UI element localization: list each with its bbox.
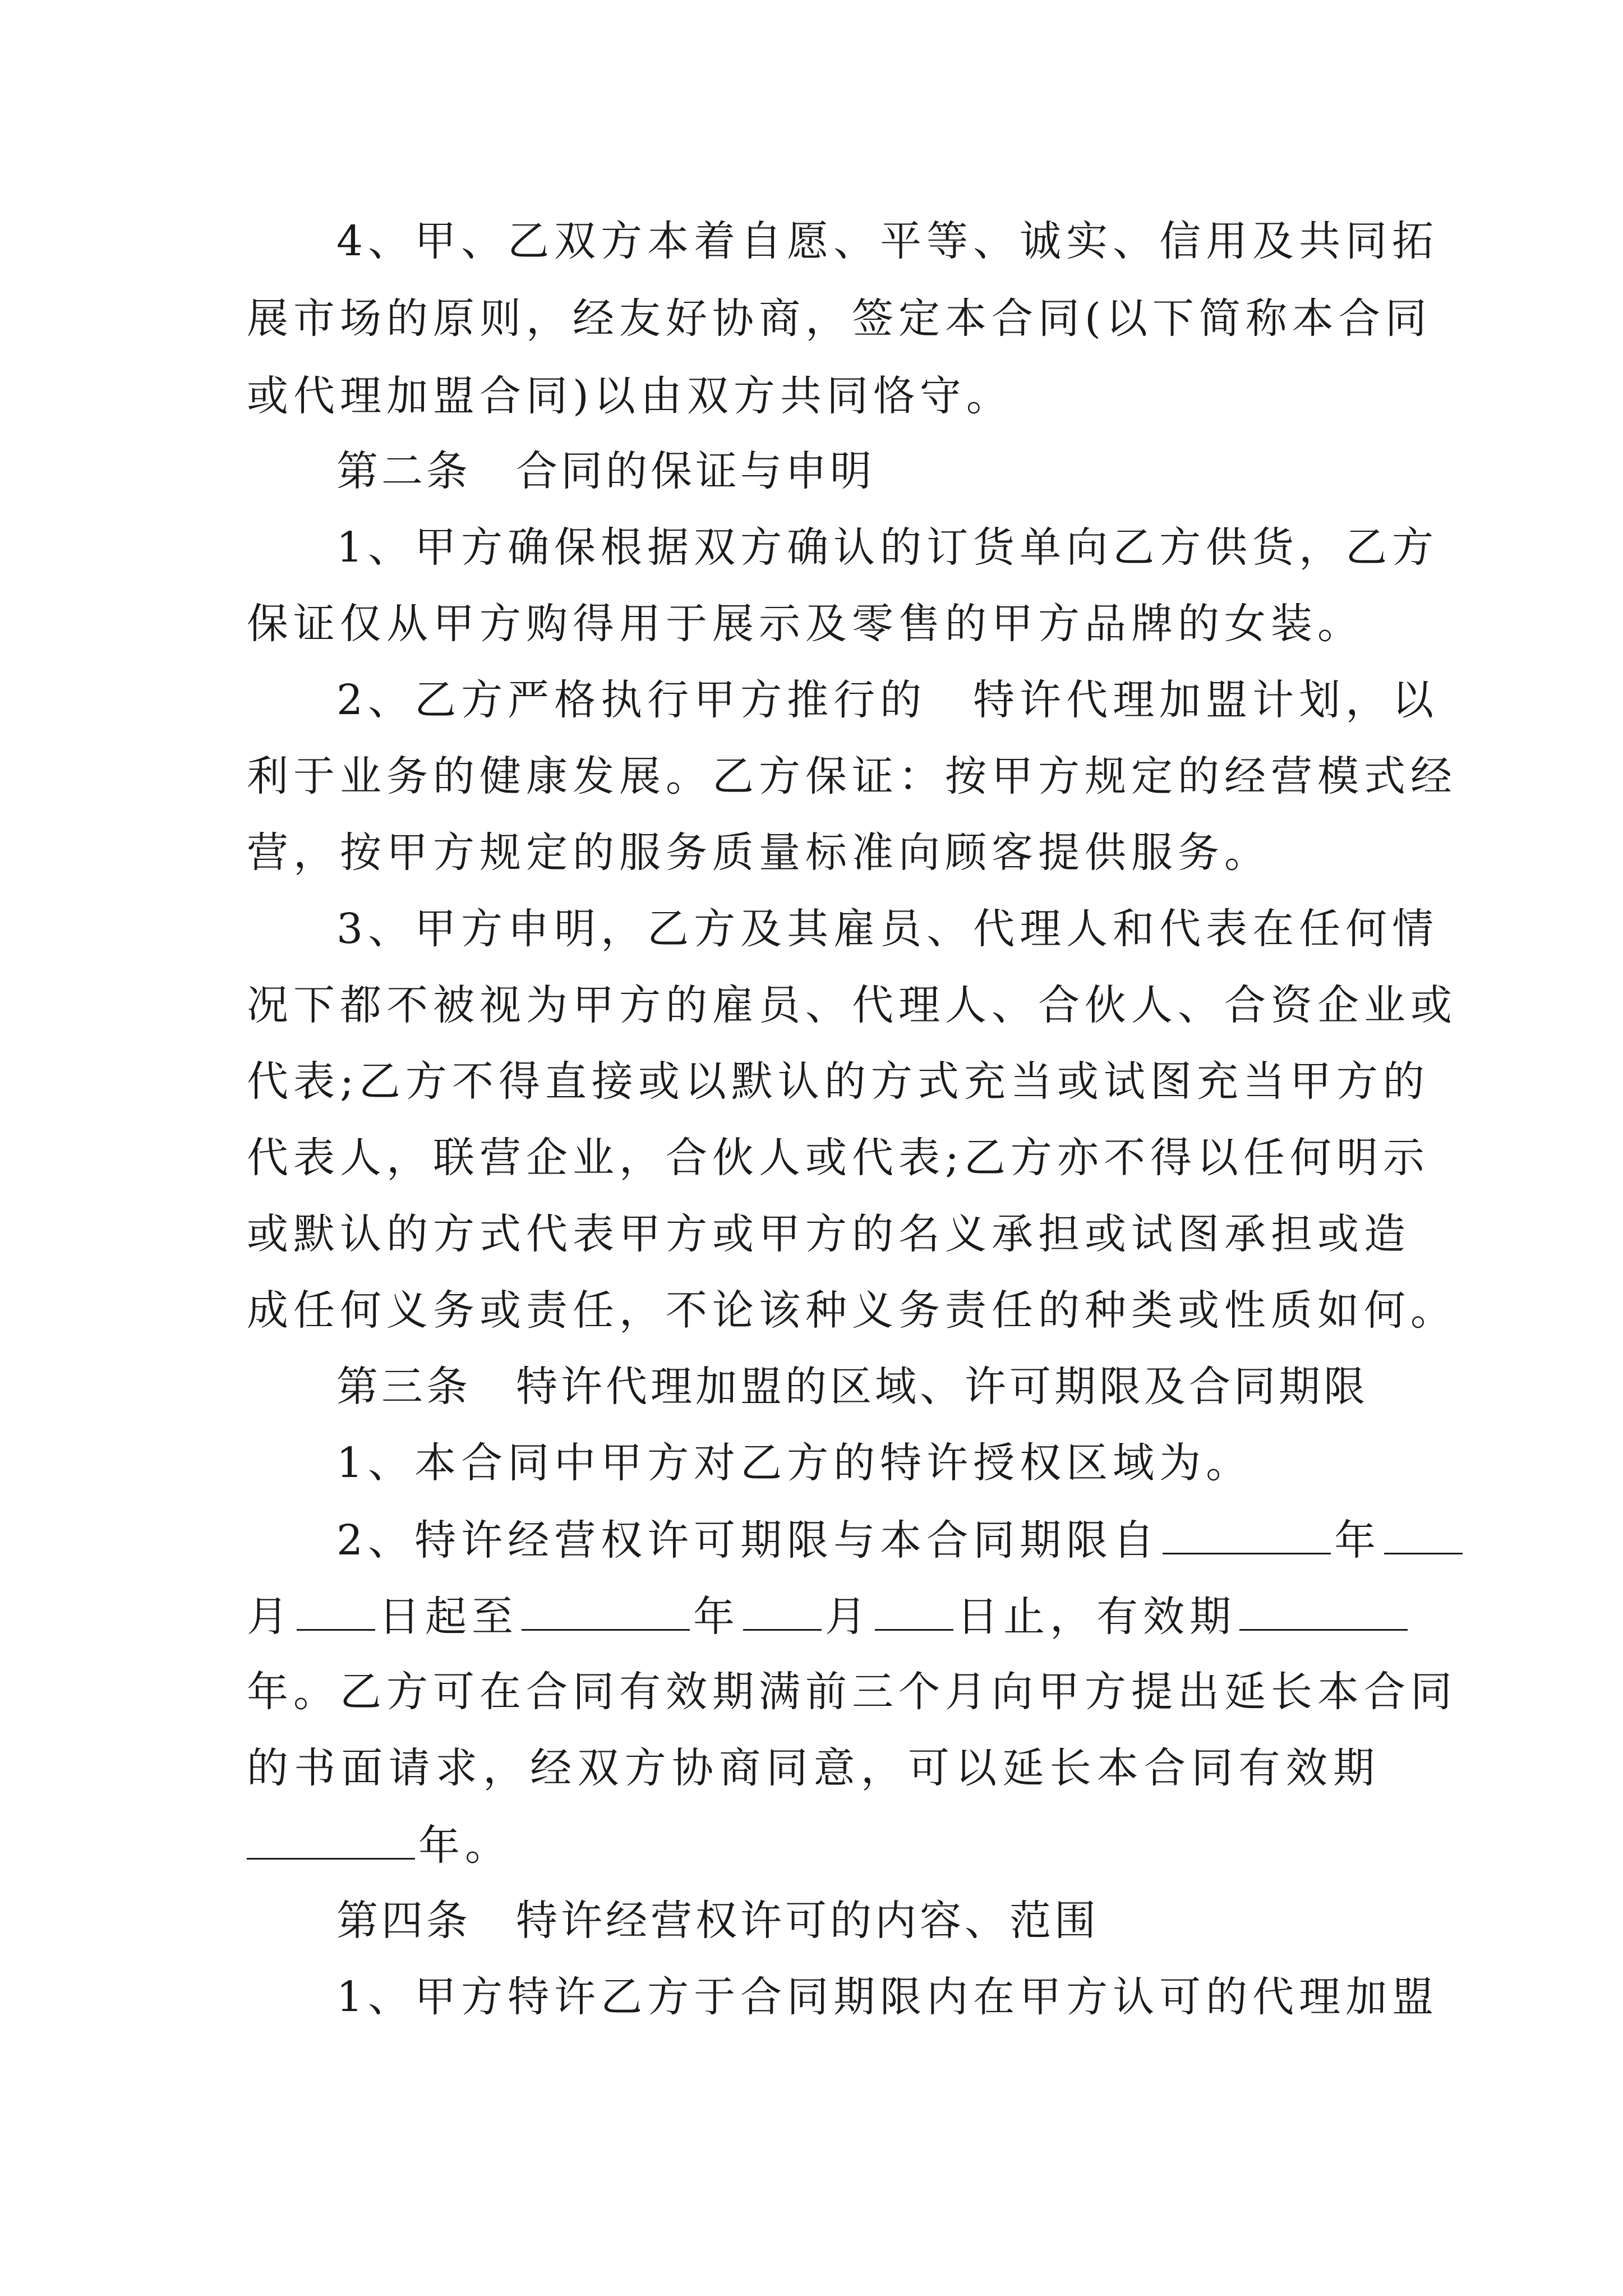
paragraph-line: 利于业务的健康发展。乙方保证：按甲方规定的经营模式经	[247, 752, 1457, 800]
paragraph-line: 代表;乙方不得直接或以默认的方式充当或试图充当甲方的	[247, 1057, 1430, 1106]
paragraph-line: 况下都不被视为甲方的雇员、代理人、合伙人、合资企业或	[247, 981, 1457, 1029]
year-label: 年	[693, 1593, 740, 1641]
year-label: 年	[1334, 1516, 1381, 1565]
month-label: 月	[825, 1593, 872, 1641]
paragraph-line: 代表人，联营企业，合伙人或代表;乙方亦不得以任何明示	[247, 1134, 1430, 1182]
start-month-blank	[1384, 1511, 1463, 1554]
day-to-label: 日止，有效期	[957, 1593, 1236, 1641]
validity-years-blank	[1239, 1588, 1408, 1631]
paragraph-line: 年。乙方可在合同有效期满前三个月向甲方提出延长本合同	[247, 1668, 1457, 1716]
day-from-label: 日起至	[379, 1593, 518, 1641]
month-label: 月	[247, 1593, 293, 1641]
paragraph-line: 保证仅从甲方购得用于展示及零售的甲方品牌的女装。	[247, 600, 1364, 648]
end-day-blank	[875, 1588, 953, 1631]
section-heading-2: 第二条 合同的保证与申明	[336, 447, 875, 495]
start-day-blank	[297, 1588, 375, 1631]
term-line-1	[336, 1511, 1380, 1567]
paragraph-line: 或默认的方式代表甲方或甲方的名义承担或试图承担或造	[247, 1210, 1410, 1258]
term-prefix: 2、特许经营权许可期限与本合同期限自	[336, 1516, 1160, 1565]
extend-years-blank	[247, 1816, 415, 1860]
paragraph-line: 或代理加盟合同)以由双方共同恪守。	[247, 372, 1013, 420]
extend-line	[247, 1816, 1380, 1872]
paragraph-line: 1、甲方确保根据双方确认的订货单向乙方供货，乙方	[336, 523, 1439, 572]
paragraph-line: 营，按甲方规定的服务质量标准向顾客提供服务。	[247, 829, 1271, 877]
paragraph-line: 的书面请求，经双方协商同意，可以延长本合同有效期	[247, 1744, 1380, 1792]
term-line-2	[247, 1588, 1380, 1644]
paragraph-line: 展市场的原则，经友好协商，签定本合同(以下简称本合同	[247, 295, 1432, 343]
paragraph-line: 3、甲方申明，乙方及其雇员、代理人和代表在任何情	[336, 905, 1439, 953]
section-heading-4: 第四条 特许经营权许可的内容、范围	[336, 1897, 1099, 1945]
paragraph-line: 成任何义务或责任，不论该种义务责任的种类或性质如何。	[247, 1286, 1457, 1335]
end-year-blank	[522, 1588, 690, 1631]
paragraph-line: 4、甲、乙双方本着自愿、平等、诚实、信用及共同拓	[336, 217, 1439, 265]
start-year-blank	[1163, 1511, 1331, 1554]
paragraph-line: 1、甲方特许乙方于合同期限内在甲方认可的代理加盟	[336, 1973, 1439, 2021]
end-month-blank	[743, 1588, 822, 1631]
paragraph-line: 2、乙方严格执行甲方推行的 特许代理加盟计划，以	[336, 676, 1439, 724]
extend-suffix: 年。	[418, 1821, 511, 1870]
paragraph-line: 1、本合同中甲方对乙方的特许授权区域为。	[336, 1439, 1253, 1487]
section-heading-3: 第三条 特许代理加盟的区域、许可期限及合同期限	[336, 1363, 1368, 1411]
